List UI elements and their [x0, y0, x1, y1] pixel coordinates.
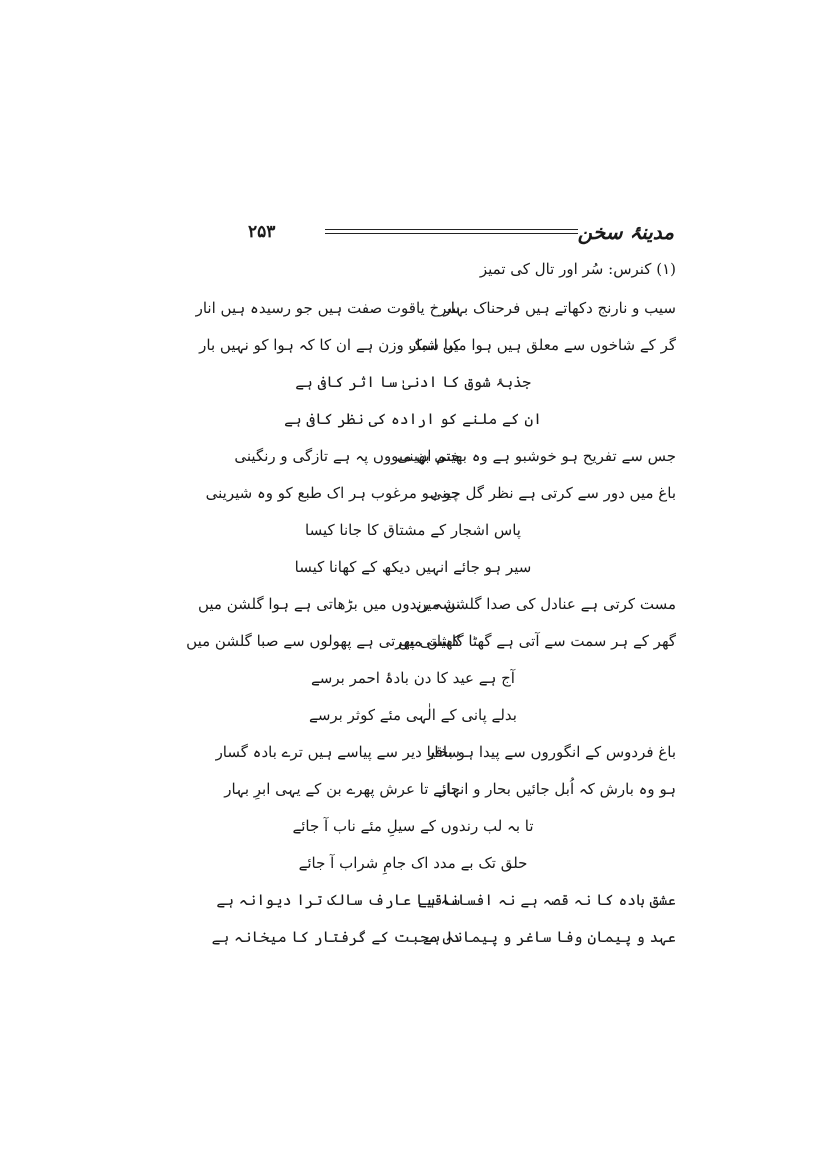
misra: ہو وہ بارش کہ اُبل جائیں بحار و انہار — [439, 780, 676, 798]
misra: جائے تا عرش پھرے بن کے یہی ابرِ بہار — [224, 780, 460, 798]
misra: جو ہو مرغوب ہر اک طبع کو وہ شیرینی — [205, 484, 460, 502]
running-title: مدینۂ سخن — [577, 220, 674, 244]
misra: دل محبت کے گرفتار کا میخانہ ہے — [211, 928, 460, 946]
misra: عشق بادہ کا نہ قصہ ہے نہ افسانہ ہے — [418, 891, 676, 909]
misra: گھر کے ہر سمت سے آتی ہے گھٹا گلشن میں — [397, 632, 676, 650]
misra: ساقیا عارف سالک ترا دیوانہ ہے — [216, 891, 460, 909]
page-number: ۲۵۳ — [248, 222, 276, 242]
refrain-line: آج ہے عید کا دن بادۂ احمر برسے — [311, 669, 515, 687]
misra: ختم ان میووں پہ ہے تازگی و رنگینی — [234, 447, 460, 465]
misra: سرخ یاقوت صفت ہیں جو رسیدہ ہیں انار — [195, 299, 460, 317]
misra: عہد و پیمانِ وفا ساغر و پیمانہ ہے — [422, 928, 676, 946]
refrain-line: تا بہ لب رندوں کے سیلِ مئے ناب آ جائے — [292, 817, 534, 835]
misra: باغ میں دور سے کرتی ہے نظر گل چینی — [429, 484, 676, 502]
misra: مست کرتی ہے عنادل کی صدا گلشن میں — [415, 595, 676, 613]
misra: جس سے تفریح ہو خوشبو ہے وہ بھینی بھینی — [396, 447, 676, 465]
misra: کھیلتی پھرتی ہے پھولوں سے صبا گلشن میں — [186, 632, 460, 650]
misra: گر کے شاخوں سے معلق ہیں ہوا میں اثمار — [408, 336, 676, 354]
refrain-line: جذبۂ شوق کا ادنیٰ سا اثر کافی ہے — [295, 373, 531, 391]
refrain-line: بدلے پانی کے الٰہی مئے کوثر برسے — [309, 706, 517, 724]
misra: سیب و نارنج دکھاتے ہیں فرحناک بہار — [443, 299, 676, 317]
refrain-line: ان کے ملنے کو ارادہ کی نظر کافی ہے — [284, 410, 542, 428]
misra: نشہ رندوں میں بڑھاتی ہے ہوا گلشن میں — [197, 595, 460, 613]
refrain-line: حلق تک بے مدد اک جامِ شراب آ جائے — [298, 854, 528, 872]
refrain-line: پاس اشجار کے مشتاق کا جانا کیسا — [305, 521, 521, 539]
section-heading: (۱) کنرس: سُر اور تال کی تمیز — [479, 260, 676, 278]
misra: باغ فردوس کے انگوروں سے پیدا ہو بخار — [427, 743, 676, 761]
misra: کیا سبک وزن ہے ان کا کہ ہوا کو نہیں بار — [199, 336, 460, 354]
header-rule — [325, 229, 578, 234]
misra: ساقیا دیر سے پیاسے ہیں ترے بادہ گسار — [215, 743, 460, 761]
refrain-line: سیر ہو جائے انہیں دیکھ کے کھانا کیسا — [294, 558, 532, 576]
